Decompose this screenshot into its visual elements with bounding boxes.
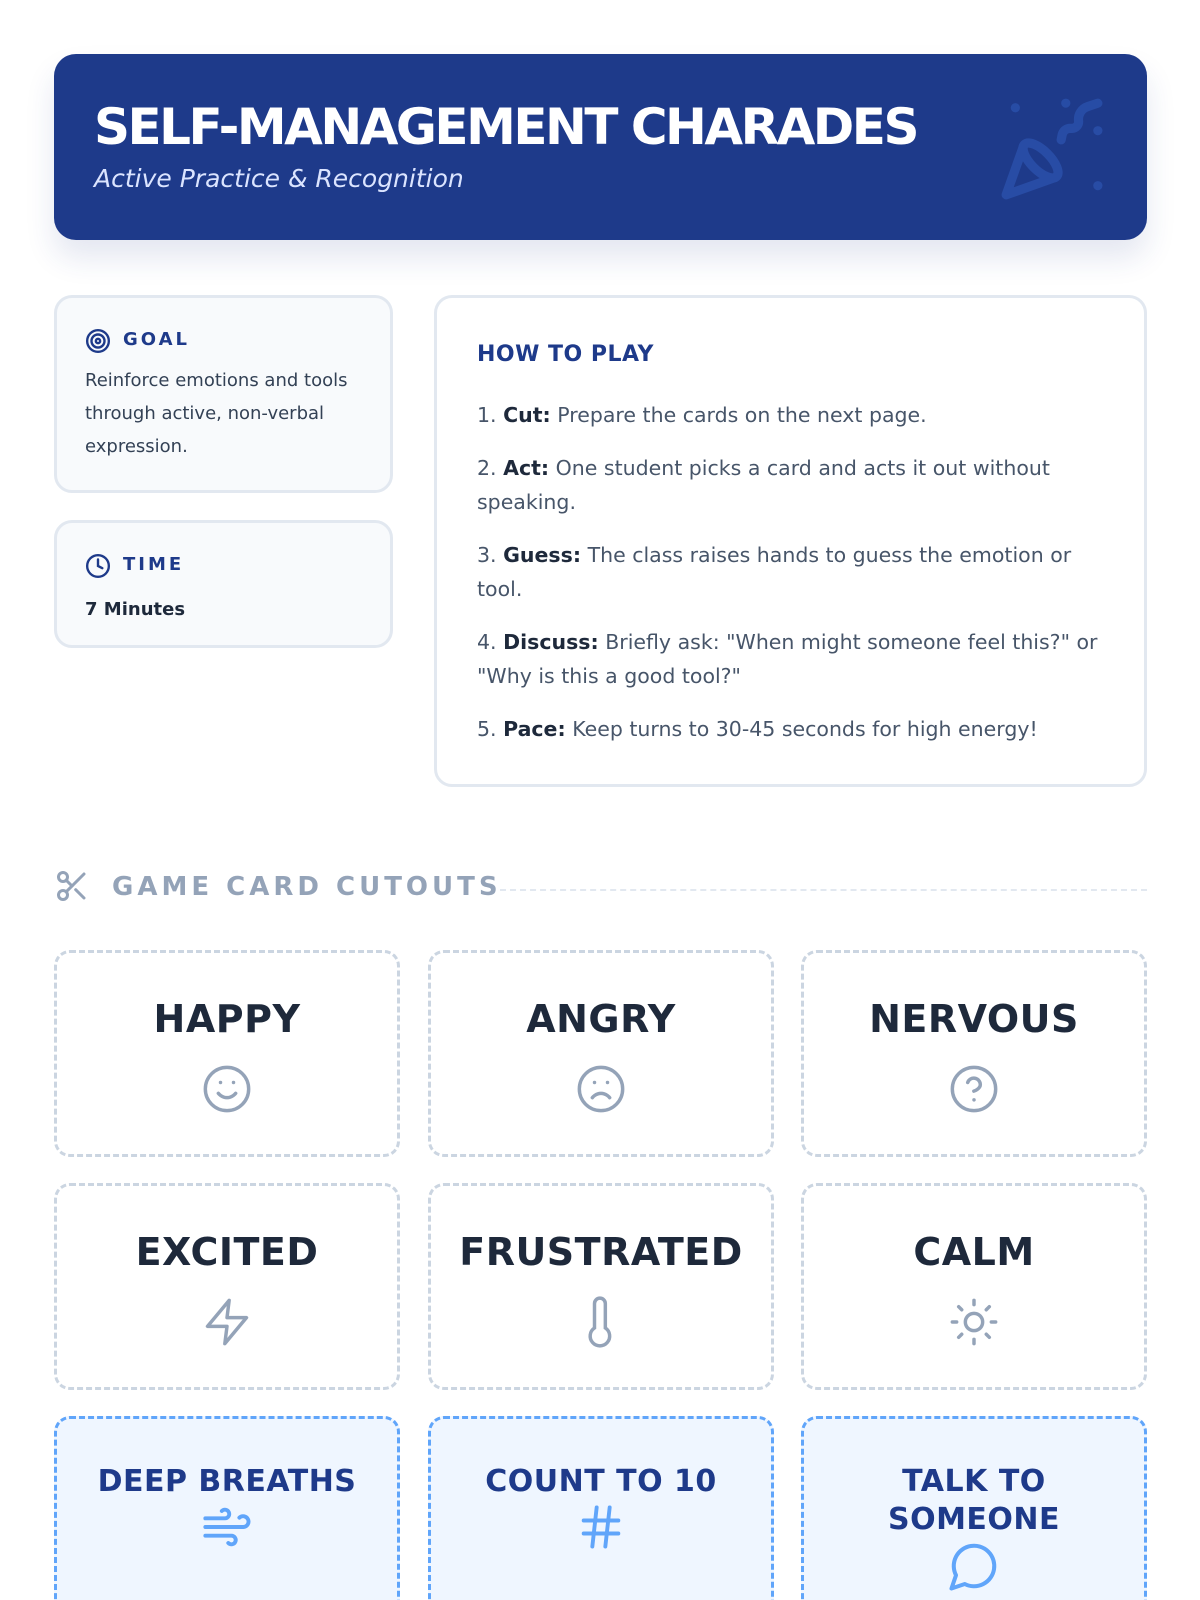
smile-icon — [201, 1063, 253, 1115]
step-item: 4. Discuss: Briefly ask: "When might someone feel this?" or "Why is this a good tool?" — [477, 630, 1098, 688]
target-icon — [85, 328, 111, 354]
wind-icon — [201, 1501, 253, 1553]
card-deep-breaths — [54, 1416, 400, 1600]
goal-text: Reinforce emotions and tools through active, non-verbal expression. — [85, 370, 348, 457]
card-happy — [54, 950, 400, 1157]
step-item: 2. Act: One student picks a card and acts it out without speaking. — [477, 456, 1050, 514]
cutouts-title: GAME CARD CUTOUTS — [112, 872, 502, 902]
card-calm — [801, 1183, 1147, 1390]
card-frustrated — [428, 1183, 774, 1390]
step-item: 5. Pace: Keep turns to 30-45 seconds for high energy! — [477, 717, 1038, 741]
time-text: 7 Minutes — [85, 599, 186, 620]
title-banner — [54, 54, 1147, 240]
page-title: SELF-MANAGEMENT CHARADES — [94, 98, 917, 156]
card-label: ANGRY — [526, 997, 676, 1041]
how-to-play-title: HOW TO PLAY — [477, 342, 654, 367]
card-excited — [54, 1183, 400, 1390]
steps-list — [477, 398, 1107, 765]
question-circle-icon — [948, 1063, 1000, 1115]
card-label: CALM — [913, 1230, 1035, 1274]
page-subtitle: Active Practice & Recognition — [94, 164, 464, 193]
card-count-to-10 — [428, 1416, 774, 1600]
time-label: TIME — [123, 554, 185, 575]
card-label: TALK TO SOMEONE — [887, 1464, 1061, 1537]
card-label: DEEP BREATHS — [97, 1464, 357, 1499]
lightning-icon — [201, 1296, 253, 1348]
step-item: 3. Guess: The class raises hands to guess the emotion or tool. — [477, 543, 1072, 601]
step-item: 1. Cut: Prepare the cards on the next page. — [477, 403, 927, 427]
speech-bubble-icon — [947, 1539, 1001, 1593]
clock-icon — [85, 553, 111, 579]
scissors-icon — [54, 868, 90, 904]
card-label: EXCITED — [135, 1230, 319, 1274]
frown-icon — [575, 1063, 627, 1115]
card-label: HAPPY — [153, 997, 301, 1041]
hash-icon — [575, 1501, 627, 1553]
card-talk-to-someone — [801, 1416, 1147, 1600]
card-nervous — [801, 950, 1147, 1157]
card-label: COUNT TO 10 — [485, 1464, 717, 1499]
time-card — [54, 520, 393, 648]
card-label: FRUSTRATED — [459, 1230, 743, 1274]
card-label: NERVOUS — [869, 997, 1079, 1041]
thermometer-icon — [575, 1296, 627, 1348]
party-popper-icon — [997, 94, 1107, 204]
cut-line-divider — [500, 889, 1147, 891]
goal-card — [54, 295, 393, 493]
sun-icon — [948, 1296, 1000, 1348]
goal-label: GOAL — [123, 329, 190, 350]
how-to-play-panel — [434, 295, 1147, 787]
card-angry — [428, 950, 774, 1157]
